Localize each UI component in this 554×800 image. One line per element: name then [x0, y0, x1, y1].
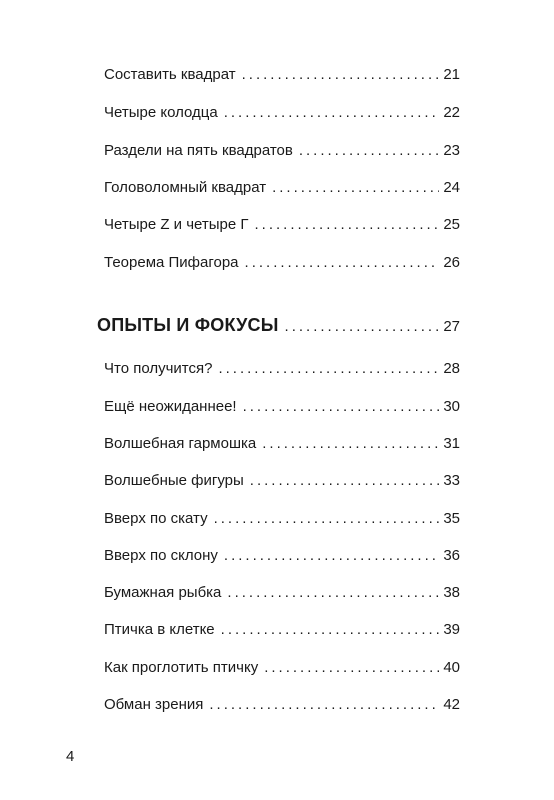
toc-entry — [104, 398, 460, 416]
toc-entry-page: 33 — [443, 472, 460, 489]
dot-leader — [243, 398, 440, 416]
toc-entry-title: Составить квадрат — [104, 66, 236, 83]
dot-leader — [245, 254, 440, 272]
toc-entry-title: Птичка в клетке — [104, 621, 215, 638]
toc-entry-page: 26 — [443, 254, 460, 271]
toc-entry — [104, 142, 460, 160]
toc-entry-page: 25 — [443, 216, 460, 233]
toc-section-heading — [97, 316, 460, 336]
toc-entry-page: 24 — [443, 179, 460, 196]
dot-leader — [214, 510, 440, 528]
toc-entry — [104, 659, 460, 677]
dot-leader — [224, 547, 439, 565]
toc-entry-title: Раздели на пять квадратов — [104, 142, 293, 159]
dot-leader — [262, 435, 439, 453]
toc-entry-page: 22 — [443, 104, 460, 121]
toc-entry — [104, 66, 460, 84]
toc-entry-page: 27 — [443, 318, 460, 335]
toc-entry — [104, 510, 460, 528]
toc-entry — [104, 360, 460, 378]
toc-entry-page: 28 — [443, 360, 460, 377]
toc-entry-page: 42 — [443, 696, 460, 713]
toc-entry — [104, 179, 460, 197]
toc-entry-page: 35 — [443, 510, 460, 527]
toc-entry-title: Волшебная гармошка — [104, 435, 257, 452]
toc-entry-title: Обман зрения — [104, 696, 204, 713]
dot-leader — [255, 216, 440, 234]
dot-leader — [209, 696, 439, 714]
toc-entry — [104, 584, 460, 602]
dot-leader — [242, 66, 440, 84]
toc-entry-page: 36 — [443, 547, 460, 564]
toc-entry-title: Четыре колодца — [104, 104, 218, 121]
toc-entry — [104, 216, 460, 234]
toc-entry-title: Теорема Пифагора — [104, 254, 239, 271]
toc-entry-page: 39 — [443, 621, 460, 638]
page-number: 4 — [66, 748, 75, 765]
dot-leader — [272, 179, 439, 197]
dot-leader — [218, 360, 439, 378]
dot-leader — [285, 318, 440, 336]
toc-entry — [104, 104, 460, 122]
toc-entry-page: 30 — [443, 398, 460, 415]
dot-leader — [250, 472, 440, 490]
toc-entry-title: Четыре Z и четыре Г — [104, 216, 249, 233]
dot-leader — [227, 584, 439, 602]
toc-entry-page: 38 — [443, 584, 460, 601]
dot-leader — [224, 104, 440, 122]
dot-leader — [221, 621, 440, 639]
toc-entry-page: 31 — [443, 435, 460, 452]
toc-entry — [104, 547, 460, 565]
toc-entry-title: Волшебные фигуры — [104, 472, 244, 489]
toc-entry-page: 21 — [443, 66, 460, 83]
toc-entry — [104, 472, 460, 490]
toc-entry-title: Головоломный квадрат — [104, 179, 267, 196]
toc-entry-page: 40 — [443, 659, 460, 676]
toc-entry-title: Вверх по склону — [104, 547, 218, 564]
toc-entry-page: 23 — [443, 142, 460, 159]
toc-entry-title: Бумажная рыбка — [104, 584, 222, 601]
toc-entry-title: Вверх по скату — [104, 510, 208, 527]
toc-entry-title: Что получится? — [104, 360, 213, 377]
dot-leader — [299, 142, 439, 160]
toc-entry-title: Ещё неожиданнее! — [104, 398, 237, 415]
toc-entry — [104, 696, 460, 714]
toc-entry — [104, 621, 460, 639]
toc-entry — [104, 435, 460, 453]
toc-section-title: ОПЫТЫ И ФОКУСЫ — [97, 315, 279, 335]
toc-entry-title: Как проглотить птичку — [104, 659, 259, 676]
toc-entry — [104, 254, 460, 272]
dot-leader — [264, 659, 439, 677]
